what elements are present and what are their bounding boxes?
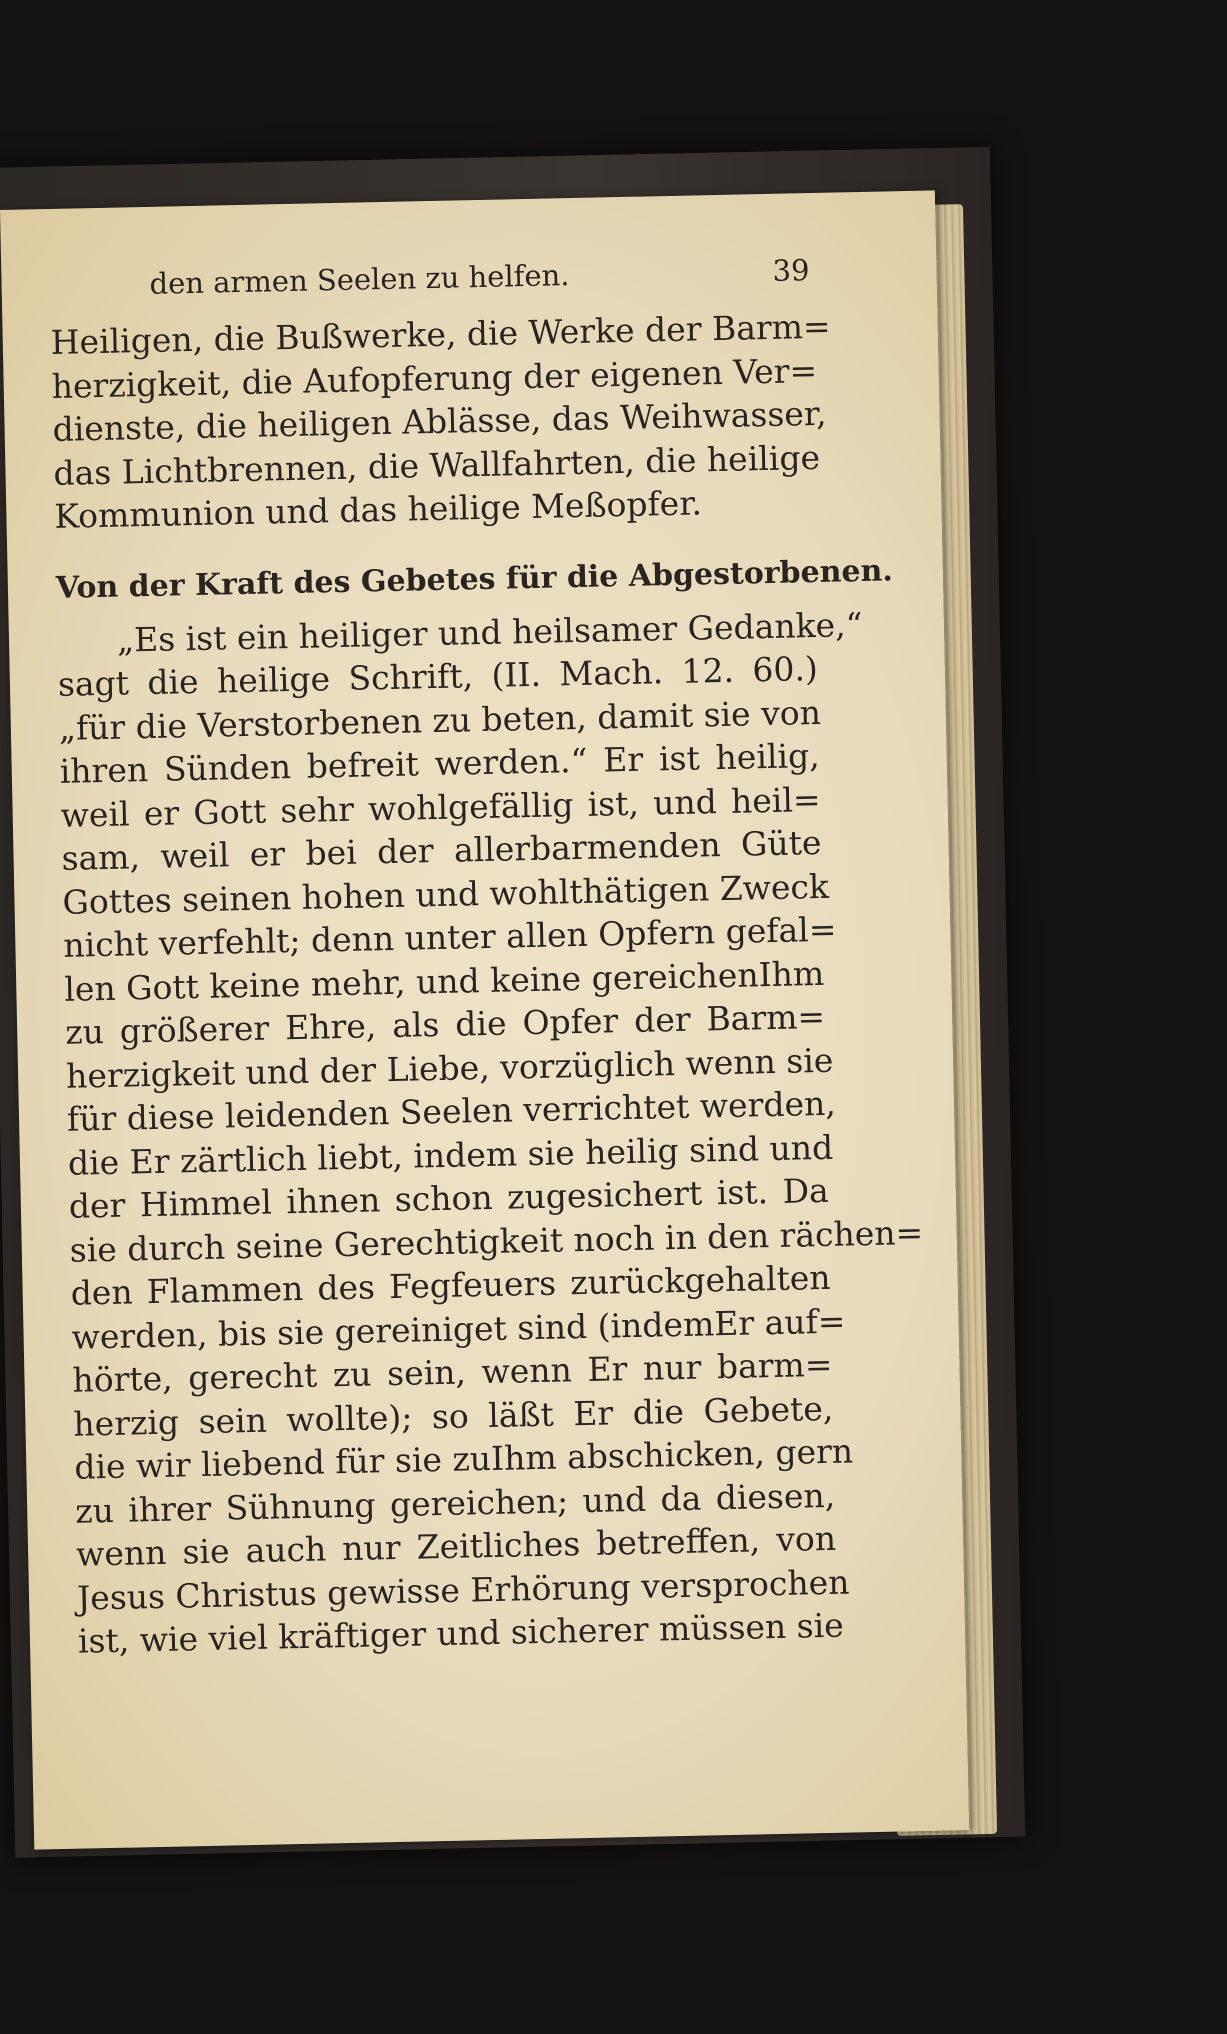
text-line: sam, weil er bei der allerbarmenden Güte bbox=[61, 822, 822, 878]
text-line: len Gott keine mehr, und keine gereichenIhm bbox=[63, 953, 825, 1009]
page-number: 39 bbox=[772, 253, 810, 288]
text-line: hörte, gerecht zu sein, wenn Er nur barm= bbox=[72, 1344, 833, 1400]
text-line: zu ihrer Sühnung gereichen; und da diesen, bbox=[74, 1475, 836, 1531]
text-line: weil er Gott sehr wohlgefällig ist, und heil= bbox=[60, 779, 821, 835]
text-line: Gottes seinen hohen und wohlthätigen Zweck bbox=[62, 866, 830, 922]
text-line: ist, wie viel kräftiger und sicherer müssen sie bbox=[77, 1605, 845, 1661]
paragraph-2 bbox=[57, 603, 924, 1663]
text-line: Heiligen, die Bußwerke, die Werke der Barm= bbox=[50, 306, 831, 362]
text-line: herzig sein wollte); so läßt Er die Gebete, bbox=[73, 1388, 834, 1444]
text-line: der Himmel ihnen schon zugesichert ist. Da bbox=[68, 1170, 830, 1226]
text-line: sie durch seine Gerechtigkeit noch in den rächen= bbox=[69, 1212, 924, 1270]
text-line: „Es ist ein heiliger und heilsamer Gedanke,“ bbox=[116, 604, 863, 660]
text-line: wenn sie auch nur Zeitliches betreffen, von bbox=[75, 1518, 837, 1574]
text-line: werden, bis sie gereiniget sind (indemEr auf= bbox=[71, 1301, 846, 1357]
running-head-title: den armen Seelen zu helfen. bbox=[149, 258, 570, 301]
text-line: Jesus Christus gewisse Erhörung versprochen bbox=[76, 1562, 850, 1618]
text-line: „für die Verstorbenen zu beten, damit sie von bbox=[58, 692, 822, 748]
running-head bbox=[49, 253, 810, 303]
text-block bbox=[49, 253, 924, 1663]
text-line: sagt die heilige Schrift, (II. Mach. 12. 60.) bbox=[57, 648, 819, 704]
text-line: die wir liebend für sie zuIhm abschicken, gern bbox=[73, 1431, 854, 1487]
section-heading: Von der Kraft des Gebetes für die Abgestorbenen. bbox=[55, 552, 894, 606]
text-line: Kommunion und das heilige Meßopfer. bbox=[54, 483, 703, 536]
paragraph-1 bbox=[50, 305, 831, 538]
book-page bbox=[0, 190, 969, 1849]
text-line: nicht verfehlt; denn unter allen Opfern gefal= bbox=[63, 909, 837, 965]
text-line: ihren Sünden befreit werden.“ Er ist heilig, bbox=[59, 735, 821, 791]
text-line: die Er zärtlich liebt, indem sie heilig sind und bbox=[67, 1127, 834, 1183]
text-line: für diese leidenden Seelen verrichtet werden, bbox=[66, 1083, 837, 1139]
text-line: das Lichtbrennen, die Wallfahrten, die heilige bbox=[53, 437, 821, 493]
text-line: den Flammen des Fegfeuers zurückgehalten bbox=[70, 1257, 831, 1313]
text-line: herzigkeit und der Liebe, vorzüglich wenn sie bbox=[65, 1040, 834, 1096]
text-line: zu größerer Ehre, als die Opfer der Barm= bbox=[64, 996, 826, 1052]
text-line: herzigkeit, die Aufopferung der eigenen Ver= bbox=[51, 350, 818, 406]
text-line: dienste, die heiligen Ablässe, das Weihwasser, bbox=[52, 393, 827, 449]
